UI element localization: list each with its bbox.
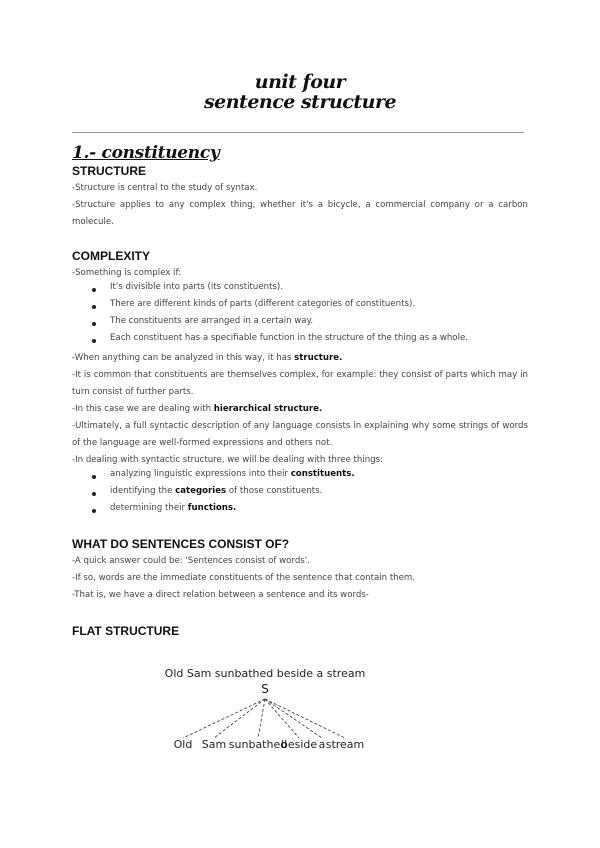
- section-heading: 1.- constituency: [72, 143, 220, 163]
- hier-text: -In this case we are dealing with: [72, 404, 214, 414]
- tree-leaf-sam: Sam: [201, 738, 227, 751]
- complexity-bullet-4: Each constituent has a specifiable function in the structure of the thing as a whole.: [110, 333, 468, 343]
- thing-text: analyzing linguistic expressions into their: [110, 469, 291, 479]
- tree-sentence-label: Old Sam sunbathed beside a stream: [164, 667, 366, 680]
- consist-p2: -If so, words are the immediate constituents of the sentence that contain them.: [72, 573, 416, 583]
- complexity-heading: COMPLEXITY: [72, 249, 151, 263]
- complexity-bullet-3: The constituents are arranged in a certain way.: [110, 316, 314, 326]
- tree-leaf-old: Old: [173, 738, 193, 751]
- tree-branch: [183, 699, 265, 738]
- structure-term: structure.: [294, 353, 343, 363]
- structure-p1: -Structure is central to the study of syntax.: [72, 183, 258, 193]
- complexity-bullet-2: There are different kinds of parts (different categories of constituents).: [110, 299, 416, 309]
- tree-leaves: [174, 738, 365, 751]
- three-things-intro: -In dealing with syntactic structure, we will be dealing with three things:: [72, 455, 384, 465]
- tree-branch: [258, 699, 265, 738]
- consist-p3: -That is, we have a direct relation between a sentence and its words-: [72, 590, 369, 600]
- flat-structure-heading: FLAT STRUCTURE: [72, 624, 180, 638]
- tree-leaf-sunbathed: sunbathed: [228, 738, 288, 751]
- complexity-intro: -Something is complex if:: [72, 268, 182, 278]
- complexity-bullet-1: It's divisible into parts (its constituents).: [110, 282, 284, 292]
- ultimately-paragraph: -Ultimately, a full syntactic description of any language consists in explaining why some strings of words of the language are well-formed expressions and others not.: [72, 421, 528, 448]
- consist-heading: WHAT DO SENTENCES CONSIST OF?: [72, 537, 290, 551]
- constituents-term: constituents.: [290, 469, 355, 479]
- when-text: -When anything can be analyzed in this way, it has: [72, 353, 295, 363]
- tree-branches: [183, 699, 345, 738]
- unit-title: unit four: [254, 71, 346, 93]
- structure-p2: -Structure applies to any complex thing, whether it's a bicycle, a commercial company or a carbon molecule.: [72, 200, 528, 227]
- tree-leaf-stream: stream: [325, 738, 365, 751]
- thing-text: determining their: [110, 503, 188, 513]
- tree-root-label: S: [261, 682, 269, 696]
- thing-text-after: of those constituents.: [226, 486, 323, 496]
- tree-branch: [265, 699, 345, 738]
- unit-subtitle: sentence structure: [203, 91, 397, 113]
- hierarchical-term: hierarchical structure.: [213, 404, 323, 414]
- consist-p1: -A quick answer could be: 'Sentences consist of words'.: [72, 556, 310, 566]
- tree-branch: [265, 699, 322, 738]
- thing-text: identifying the: [110, 486, 176, 496]
- tree-leaf-beside: beside: [280, 738, 318, 751]
- functions-term: functions.: [187, 503, 237, 513]
- categories-term: categories: [175, 486, 227, 496]
- structure-heading: STRUCTURE: [72, 164, 146, 178]
- tree-branch: [265, 699, 299, 738]
- tree-branch: [214, 699, 265, 738]
- tree-leaf-a: a: [318, 738, 326, 751]
- complex-constituents: -It is common that constituents are themselves complex, for example: they consist of parts which may in turn consist of further parts.: [72, 370, 528, 397]
